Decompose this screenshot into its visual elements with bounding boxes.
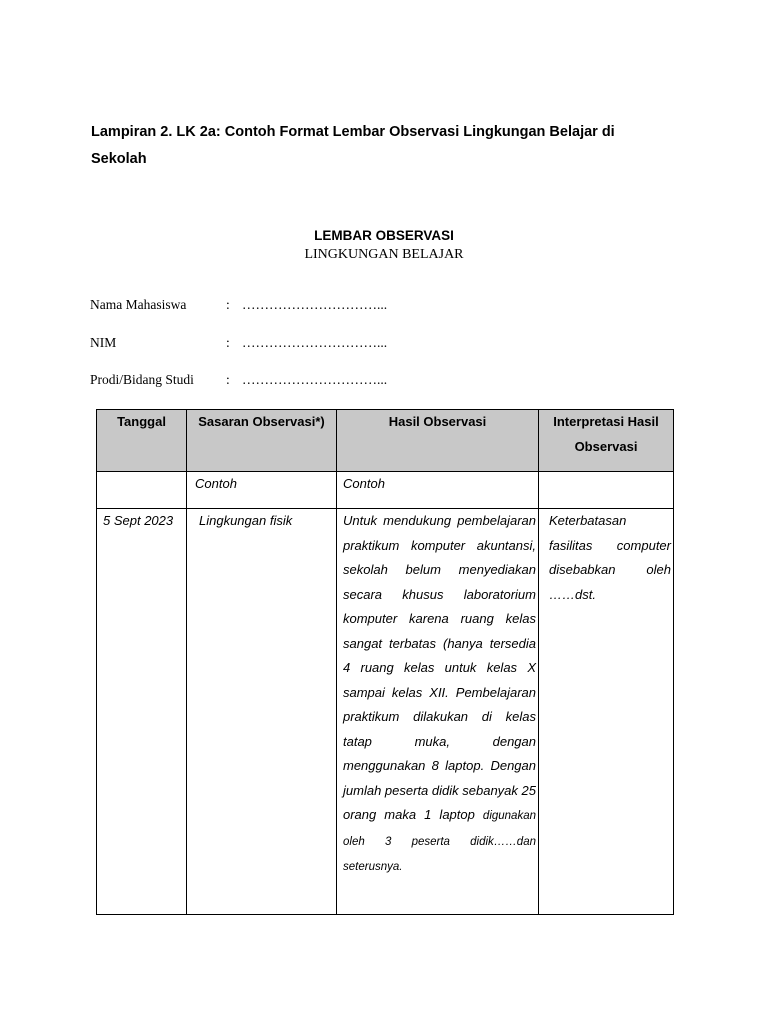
field-colon: : bbox=[226, 335, 230, 350]
header-hasil-observasi: Hasil Observasi bbox=[337, 410, 539, 472]
field-value-placeholder: …………………………... bbox=[242, 335, 388, 350]
cell-text bbox=[337, 509, 538, 880]
header-sasaran-observasi: Sasaran Observasi*) bbox=[187, 410, 337, 472]
header-interpretasi-hasil: Interpretasi Hasil Observasi bbox=[539, 410, 674, 472]
cell-hasil bbox=[337, 509, 539, 915]
field-value-placeholder: …………………………... bbox=[242, 297, 388, 312]
field-colon: : bbox=[226, 372, 230, 387]
hasil-text-small: digunakan oleh 3 peserta didik……dan seterusnya. bbox=[343, 810, 536, 873]
cell-interpretasi bbox=[539, 509, 674, 915]
field-label: NIM bbox=[90, 335, 117, 350]
cell-hasil bbox=[337, 472, 539, 509]
cell-text: Keterbatasan fasilitas computer disebabkan oleh ……dst. bbox=[549, 513, 671, 602]
document-heading: Lampiran 2. LK 2a: Contoh Format Lembar Observasi Lingkungan Belajar di Sekolah bbox=[91, 124, 615, 167]
cell-tanggal bbox=[97, 472, 187, 509]
table-row bbox=[97, 509, 674, 915]
form-subtitle: LINGKUNGAN BELAJAR bbox=[304, 247, 464, 262]
field-label: Prodi/Bidang Studi bbox=[90, 372, 194, 387]
field-label: Nama Mahasiswa bbox=[90, 297, 187, 312]
table-header-row bbox=[97, 410, 674, 472]
cell-text: Contoh bbox=[343, 476, 385, 491]
header-tanggal: Tanggal bbox=[97, 410, 187, 472]
hasil-text-main: Untuk mendukung pembelajaran praktikum komputer akuntansi, sekolah belum menyediakan secara khusus laboratorium komputer karena ruang kelas sangat terbatas (hanya tersedia 4 ruang kelas untuk kelas X sampai kelas XII. Pembelajaran praktikum dilakukan di kelas tatap muka, dengan menggunakan 8 laptop. Dengan jumlah peserta didik sebanyak 25 orang maka 1 laptop bbox=[343, 513, 536, 822]
table-row-example bbox=[97, 472, 674, 509]
field-value-placeholder: …………………………... bbox=[242, 372, 388, 387]
cell-sasaran bbox=[187, 472, 337, 509]
field-colon: : bbox=[226, 297, 230, 312]
cell-text: Lingkungan fisik bbox=[199, 513, 293, 528]
cell-interpretasi bbox=[539, 472, 674, 509]
observation-table bbox=[96, 409, 674, 915]
form-title: LEMBAR OBSERVASI bbox=[314, 228, 454, 243]
cell-text: 5 Sept 2023 bbox=[103, 513, 174, 528]
cell-tanggal bbox=[97, 509, 187, 915]
cell-sasaran bbox=[187, 509, 337, 915]
cell-text: Contoh bbox=[195, 476, 237, 491]
